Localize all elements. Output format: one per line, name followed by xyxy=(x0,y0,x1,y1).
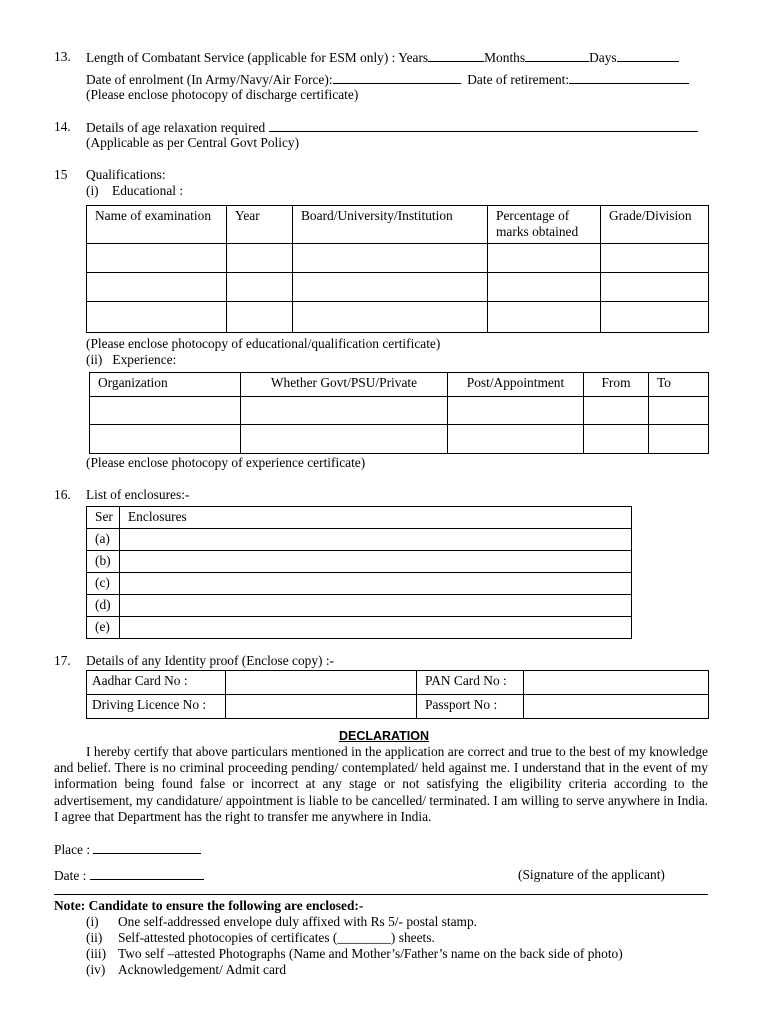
q14-line xyxy=(86,119,698,136)
exp-cell[interactable] xyxy=(241,425,448,454)
edu-cell[interactable] xyxy=(87,244,227,273)
aadhar-field[interactable] xyxy=(226,671,417,695)
aadhar-label: Aadhar Card No : xyxy=(87,671,226,695)
pan-label: PAN Card No : xyxy=(417,671,524,695)
declaration-title: DECLARATION xyxy=(338,729,430,743)
q14-note: (Applicable as per Central Govt Policy) xyxy=(86,135,300,150)
months-field[interactable] xyxy=(525,49,589,62)
table-row xyxy=(87,273,709,302)
q15-label: Qualifications: xyxy=(86,167,166,182)
enclosure-ser-b: (b) xyxy=(87,551,120,573)
age-relaxation-field[interactable] xyxy=(269,119,698,132)
pan-field[interactable] xyxy=(524,671,709,695)
edu-header-percentage: Percentage of marks obtained xyxy=(488,206,601,244)
edu-header-board: Board/University/Institution xyxy=(293,206,488,244)
days-field[interactable] xyxy=(617,49,679,62)
note-title: Note: Candidate to ensure the following are enclosed:- xyxy=(54,898,364,913)
edu-cell[interactable] xyxy=(227,302,293,333)
table-row xyxy=(87,302,709,333)
q15-number: 15 xyxy=(54,167,68,182)
exp-header-from: From xyxy=(584,373,649,397)
exp-cell[interactable] xyxy=(90,425,241,454)
q14-number: 14. xyxy=(54,119,71,134)
educational-note: (Please enclose photocopy of educational/qualification certificate) xyxy=(86,336,441,351)
q13-number: 13. xyxy=(54,49,71,64)
edu-cell[interactable] xyxy=(293,244,488,273)
q13-dates-line xyxy=(86,71,689,88)
note-item-text: Acknowledgement/ Admit card xyxy=(118,962,287,977)
exp-cell[interactable] xyxy=(584,425,649,454)
note-item-number: (iii) xyxy=(86,946,107,961)
table-row xyxy=(87,529,632,551)
note-item-number: (iv) xyxy=(86,962,106,977)
retirement-label: Date of retirement: xyxy=(467,72,570,87)
table-row xyxy=(87,573,632,595)
edu-cell[interactable] xyxy=(601,244,709,273)
enrolment-date-field[interactable] xyxy=(333,71,461,84)
note-item-text: One self-addressed envelope duly affixed with Rs 5/- postal stamp. xyxy=(118,914,477,929)
experience-table xyxy=(89,372,709,454)
retirement-date-field[interactable] xyxy=(569,71,689,84)
note-item-number: (ii) xyxy=(86,930,103,945)
q13-note: (Please enclose photocopy of discharge certificate) xyxy=(86,87,359,102)
q16-number: 16. xyxy=(54,487,71,502)
experience-note: (Please enclose photocopy of experience certificate) xyxy=(86,455,366,470)
edu-cell[interactable] xyxy=(87,273,227,302)
note-item xyxy=(86,914,477,930)
enclosure-field[interactable] xyxy=(120,617,632,639)
edu-cell[interactable] xyxy=(227,244,293,273)
enrolment-label: Date of enrolment (In Army/Navy/Air Force): xyxy=(86,72,333,87)
exp-cell[interactable] xyxy=(241,397,448,425)
table-row xyxy=(87,551,632,573)
date-label: Date : xyxy=(54,868,90,883)
date-field[interactable] xyxy=(90,867,204,880)
note-item xyxy=(86,946,623,962)
exp-header-to: To xyxy=(649,373,709,397)
edu-cell[interactable] xyxy=(601,302,709,333)
educational-table xyxy=(86,205,709,333)
enclosure-ser-a: (a) xyxy=(87,529,120,551)
place-line xyxy=(54,841,201,858)
q17-label: Details of any Identity proof (Enclose copy) :- xyxy=(86,653,335,668)
edu-cell[interactable] xyxy=(227,273,293,302)
exp-cell[interactable] xyxy=(649,425,709,454)
educational-label: (i) Educational : xyxy=(86,183,184,198)
exp-header-organization: Organization xyxy=(90,373,241,397)
signature-label: (Signature of the applicant) xyxy=(518,867,665,882)
table-row xyxy=(87,595,632,617)
q13-service-line xyxy=(86,49,679,66)
q13-days-label: Days xyxy=(589,50,617,65)
declaration-body: I hereby certify that above particulars mentioned in the application are correct and true to the best of my knowledge and belief. There is no criminal proceeding pending/ contemplated/ held against me. I understand that in the event of my information being found false or incorrect at any stage or not satisfying the eligibility criteria according to the advertisement, my candidature/ appointment is liable to be cancelled/ terminated. I am willing to serve anywhere in India. I agree that Department has the right to transfer me anywhere in India. xyxy=(54,744,708,824)
passport-field[interactable] xyxy=(524,695,709,719)
enclosure-header-enclosures: Enclosures xyxy=(120,507,632,529)
table-row xyxy=(90,425,709,454)
declaration-text xyxy=(54,744,708,825)
edu-header-grade: Grade/Division xyxy=(601,206,709,244)
exp-header-post: Post/Appointment xyxy=(448,373,584,397)
driving-licence-field[interactable] xyxy=(226,695,417,719)
enclosure-field[interactable] xyxy=(120,551,632,573)
note-item xyxy=(86,962,286,978)
exp-cell[interactable] xyxy=(90,397,241,425)
edu-header-year: Year xyxy=(227,206,293,244)
enclosure-field[interactable] xyxy=(120,595,632,617)
enclosure-ser-e: (e) xyxy=(87,617,120,639)
table-row xyxy=(87,617,632,639)
enclosure-field[interactable] xyxy=(120,529,632,551)
note-item-text: Two self –attested Photographs (Name and Mother’s/Father’s name on the back side of photo) xyxy=(118,946,623,961)
driving-licence-label: Driving Licence No : xyxy=(87,695,226,719)
edu-header-name: Name of examination xyxy=(87,206,227,244)
divider xyxy=(54,894,708,895)
note-item-text: Self-attested photocopies of certificates (________) sheets. xyxy=(118,930,435,945)
enclosure-header-ser: Ser xyxy=(87,507,120,529)
q13-months-label: Months xyxy=(484,50,526,65)
edu-cell[interactable] xyxy=(601,273,709,302)
edu-cell[interactable] xyxy=(488,244,601,273)
table-row xyxy=(87,244,709,273)
note-item xyxy=(86,930,435,946)
edu-cell[interactable] xyxy=(87,302,227,333)
passport-label: Passport No : xyxy=(417,695,524,719)
exp-cell[interactable] xyxy=(584,397,649,425)
edu-cell[interactable] xyxy=(488,273,601,302)
exp-cell[interactable] xyxy=(448,425,584,454)
place-field[interactable] xyxy=(93,841,201,854)
edu-cell[interactable] xyxy=(293,302,488,333)
enclosure-field[interactable] xyxy=(120,573,632,595)
place-label: Place : xyxy=(54,842,94,857)
exp-cell[interactable] xyxy=(448,397,584,425)
date-line xyxy=(54,867,204,884)
q14-label: Details of age relaxation required xyxy=(86,120,266,135)
q17-number: 17. xyxy=(54,653,71,668)
q16-label: List of enclosures:- xyxy=(86,487,190,502)
edu-cell[interactable] xyxy=(293,273,488,302)
note-item-number: (i) xyxy=(86,914,99,929)
exp-header-type: Whether Govt/PSU/Private xyxy=(241,373,448,397)
identity-table xyxy=(86,670,709,719)
q13-years-label: Length of Combatant Service (applicable for ESM only) : Years xyxy=(86,50,429,65)
years-field[interactable] xyxy=(428,49,484,62)
edu-cell[interactable] xyxy=(488,302,601,333)
exp-cell[interactable] xyxy=(649,397,709,425)
table-row xyxy=(90,397,709,425)
enclosures-table xyxy=(86,506,632,639)
experience-label: (ii) Experience: xyxy=(86,352,177,367)
enclosure-ser-d: (d) xyxy=(87,595,120,617)
enclosure-ser-c: (c) xyxy=(87,573,120,595)
